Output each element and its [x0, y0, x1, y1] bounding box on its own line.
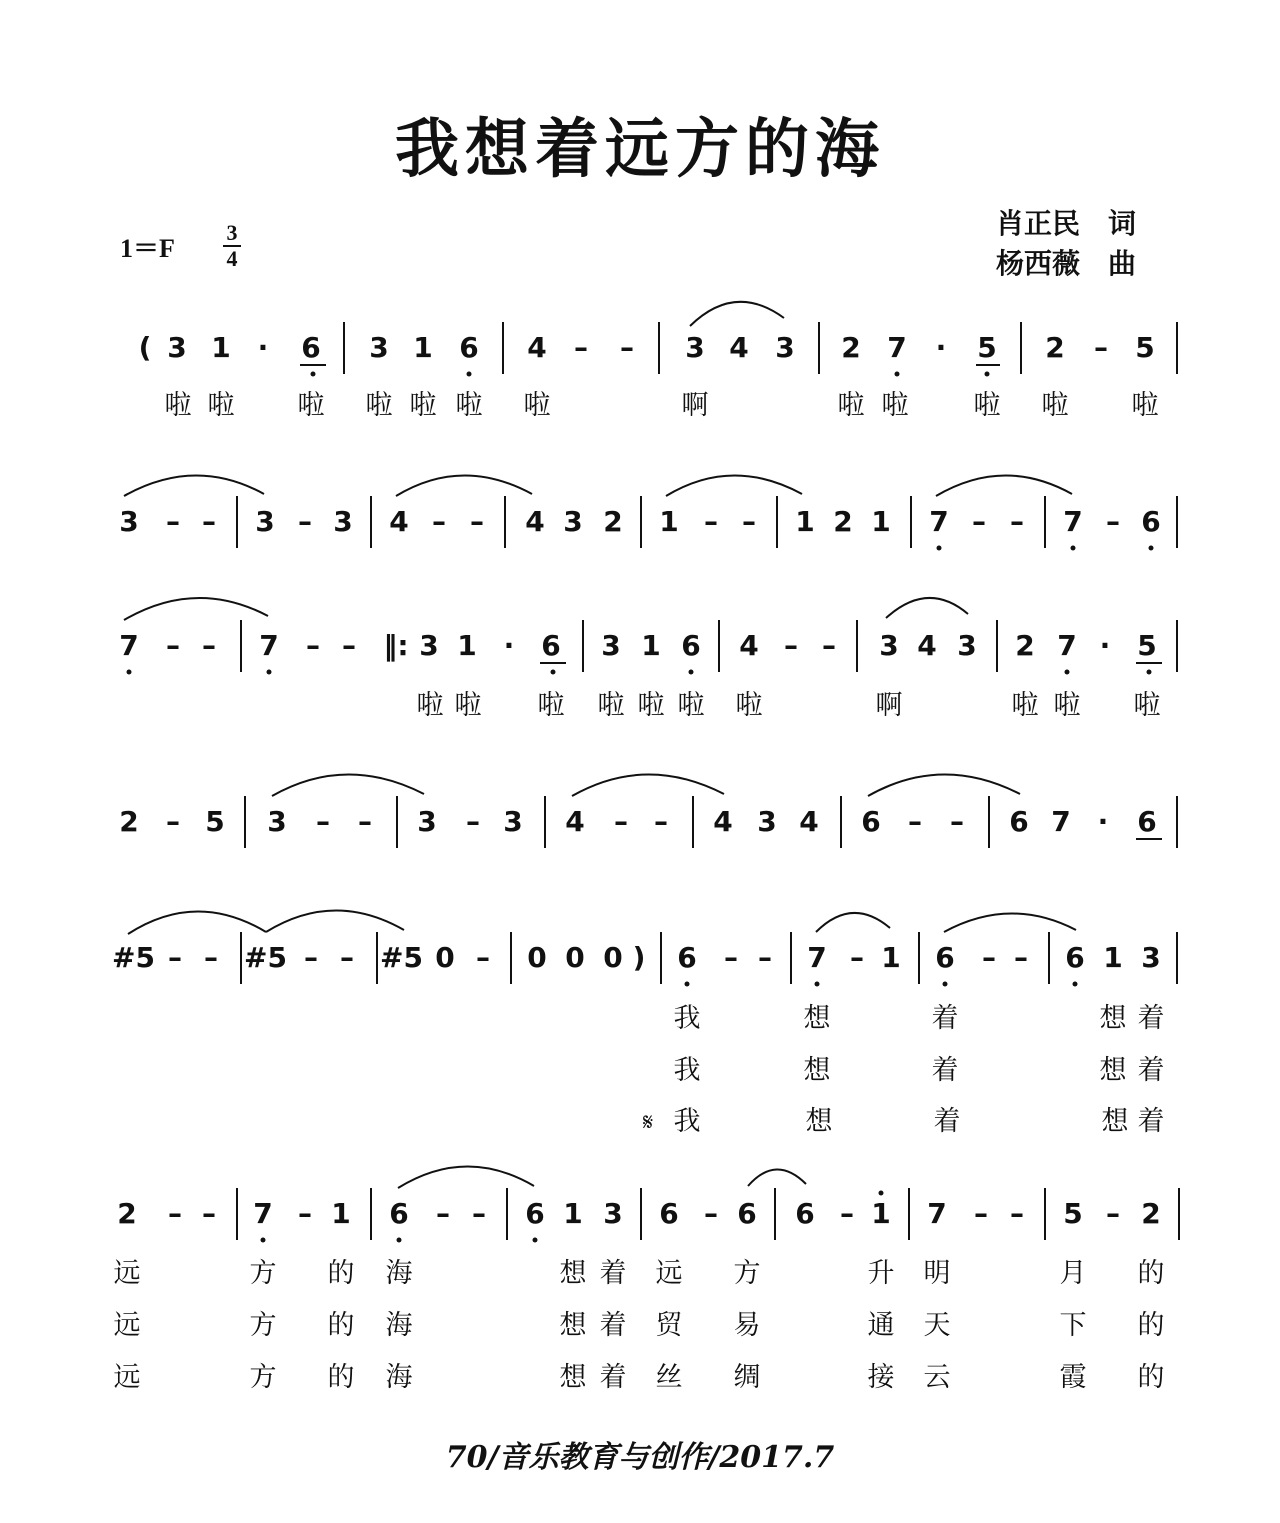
lyric: 丝 [655, 1362, 683, 1393]
note: 4 [739, 629, 759, 662]
note: 1 [211, 331, 231, 364]
note: – [950, 805, 964, 838]
lyric: 方 [249, 1362, 277, 1393]
barline [996, 620, 998, 672]
slur [572, 774, 724, 796]
note: 6 [935, 941, 955, 974]
lyric: 着 [1137, 1055, 1165, 1086]
barline [236, 1188, 238, 1240]
barline [1176, 932, 1178, 984]
note: 7 [929, 505, 949, 538]
lyric: 的 [327, 1310, 355, 1341]
barline [370, 496, 372, 548]
note: 5 [1063, 1197, 1083, 1230]
note: 3 [369, 331, 389, 364]
lyric: 想 [559, 1310, 587, 1341]
lyric: 通 [867, 1310, 895, 1341]
lyric: 啦 [297, 390, 325, 421]
slur [666, 475, 802, 496]
lyric: 啦 [537, 690, 565, 721]
barline [692, 796, 694, 848]
note: – [306, 629, 320, 662]
lyrics-line [0, 688, 1280, 724]
note: – [342, 629, 356, 662]
barline [658, 322, 660, 374]
note: – [840, 1197, 854, 1230]
note: 6 [541, 629, 561, 662]
note: – [614, 805, 628, 838]
lyric: 着 [933, 1106, 961, 1137]
note: – [574, 331, 588, 364]
note: 1 [795, 505, 815, 538]
barline [856, 620, 858, 672]
note: 2 [1141, 1197, 1161, 1230]
note: – [166, 805, 180, 838]
slur [886, 598, 968, 618]
note: 1 [563, 1197, 583, 1230]
lyric: 着 [599, 1310, 627, 1341]
lyric: 着 [1137, 1106, 1165, 1137]
lyric: 下 [1059, 1310, 1087, 1341]
note: – [1094, 331, 1108, 364]
lyric: 远 [655, 1258, 683, 1289]
note: 6 [389, 1197, 409, 1230]
lyric: 远 [113, 1362, 141, 1393]
note: 7 [1057, 629, 1077, 662]
lyric: 接 [867, 1362, 895, 1393]
barline [370, 1188, 372, 1240]
lyric: 啦 [881, 390, 909, 421]
note: 1 [331, 1197, 351, 1230]
lyric: 啦 [164, 390, 192, 421]
note: – [298, 505, 312, 538]
barline [776, 496, 778, 548]
lyric: 啦 [973, 390, 1001, 421]
note: – [358, 805, 372, 838]
note: 1 [641, 629, 661, 662]
barline [376, 932, 378, 984]
note: 2 [117, 1197, 137, 1230]
barline [660, 932, 662, 984]
lyric: 的 [1137, 1258, 1165, 1289]
note: 3 [333, 505, 353, 538]
lyric: 着 [931, 1055, 959, 1086]
note: 3 [685, 331, 705, 364]
note: 7 [119, 629, 139, 662]
barline [510, 932, 512, 984]
lyrics-verse-3 [0, 1104, 1280, 1140]
barline [1048, 932, 1050, 984]
lyric: 着 [599, 1362, 627, 1393]
note: 3 [775, 331, 795, 364]
barline [840, 796, 842, 848]
barline [244, 796, 246, 848]
lyric: 海 [385, 1310, 413, 1341]
note: 0 [527, 941, 547, 974]
note: 6 [301, 331, 321, 364]
notation-system-1 [0, 328, 1280, 368]
note: 5 [977, 331, 997, 364]
barline [1176, 322, 1178, 374]
lyric: 云 [923, 1362, 951, 1393]
note: 3 [879, 629, 899, 662]
note: 3 [601, 629, 621, 662]
lyrics-line [0, 388, 1280, 424]
slur [936, 475, 1072, 496]
notation-system-5 [0, 938, 1280, 978]
lyric: 的 [1137, 1310, 1165, 1341]
notation-system-6 [0, 1194, 1280, 1234]
note: 3 [419, 629, 439, 662]
note: 4 [527, 331, 547, 364]
lyricist-credit: 肖正民 词 [996, 207, 1137, 240]
song-title: 我想着远方的海 [395, 113, 885, 187]
notation-system-2 [0, 502, 1280, 542]
barline [396, 796, 398, 848]
lyrics-verse-1 [0, 1256, 1280, 1292]
barline [544, 796, 546, 848]
lyric: 啦 [677, 690, 705, 721]
note: – [704, 505, 718, 538]
barline [240, 620, 242, 672]
lyric: 的 [327, 1258, 355, 1289]
notation-system-3 [0, 626, 1280, 666]
lyric: 啦 [454, 690, 482, 721]
lyric: 想 [803, 1003, 831, 1034]
lyric: 啦 [735, 690, 763, 721]
lyric: 月 [1059, 1258, 1087, 1289]
note: – [476, 941, 490, 974]
lyric: 啦 [597, 690, 625, 721]
note: 1 [871, 505, 891, 538]
note: – [654, 805, 668, 838]
note: 7 [253, 1197, 273, 1230]
note: 6 [525, 1197, 545, 1230]
repeat-start-sign: ‖: [383, 629, 409, 662]
note: – [1010, 1197, 1024, 1230]
barline [236, 496, 238, 548]
lyrics-verse-2 [0, 1053, 1280, 1089]
note: · [257, 331, 269, 364]
lyric: 啦 [1131, 390, 1159, 421]
barline [774, 1188, 776, 1240]
slur [690, 302, 784, 326]
time-signature [218, 222, 246, 270]
note: – [620, 331, 634, 364]
note: 6 [677, 941, 697, 974]
lyric: 啦 [207, 390, 235, 421]
note: 4 [729, 331, 749, 364]
note: 2 [119, 805, 139, 838]
lyric: 易 [733, 1310, 761, 1341]
note: – [472, 1197, 486, 1230]
slur [398, 1166, 534, 1188]
note: · [1097, 805, 1109, 838]
note: #5 [112, 941, 155, 974]
note: – [1106, 1197, 1120, 1230]
lyric: 我 [673, 1055, 701, 1086]
lyric: 啦 [1133, 690, 1161, 721]
barline [910, 496, 912, 548]
note: – [432, 505, 446, 538]
note: 6 [681, 629, 701, 662]
slur [944, 913, 1076, 932]
barline [506, 1188, 508, 1240]
note: 1 [881, 941, 901, 974]
lyric: 我 [673, 1106, 701, 1137]
lyric: 我 [673, 1003, 701, 1034]
segno-sign: 𝄋 [642, 1108, 654, 1136]
barline [1044, 1188, 1046, 1240]
barline [908, 1188, 910, 1240]
note: 3 [255, 505, 275, 538]
lyric: 方 [249, 1310, 277, 1341]
note: – [202, 1197, 216, 1230]
lyric: 想 [1099, 1055, 1127, 1086]
barline [1176, 496, 1178, 548]
note: 7 [1063, 505, 1083, 538]
note: 0 [565, 941, 585, 974]
note: · [935, 331, 947, 364]
note: 6 [1137, 805, 1157, 838]
note: 3 [267, 805, 287, 838]
lyric: 啊 [681, 390, 709, 421]
key-signature: 1＝F [120, 234, 175, 263]
barline [1020, 322, 1022, 374]
lyric: 啦 [1011, 690, 1039, 721]
lyric: 想 [803, 1055, 831, 1086]
note: 1 [871, 1197, 891, 1230]
note: 7 [259, 629, 279, 662]
note: 3 [417, 805, 437, 838]
slur [266, 910, 404, 932]
note: 6 [737, 1197, 757, 1230]
time-signature-bottom: 4 [226, 246, 238, 271]
note: – [202, 629, 216, 662]
barline [504, 496, 506, 548]
lyric: 啦 [523, 390, 551, 421]
time-signature-top: 3 [226, 220, 238, 245]
note: – [304, 941, 318, 974]
note: 2 [1015, 629, 1035, 662]
lyric: 贸 [655, 1310, 683, 1341]
note: 6 [459, 331, 479, 364]
barline [790, 932, 792, 984]
note: 3 [603, 1197, 623, 1230]
close-paren: ) [632, 941, 646, 974]
note: 4 [713, 805, 733, 838]
note: – [1014, 941, 1028, 974]
lyric: 啦 [637, 690, 665, 721]
slur [128, 911, 266, 934]
lyric: 啦 [1041, 390, 1069, 421]
note: 2 [841, 331, 861, 364]
note: 1 [1103, 941, 1123, 974]
note: – [1010, 505, 1024, 538]
lyric: 海 [385, 1362, 413, 1393]
lyric: 想 [805, 1106, 833, 1137]
lyric: 远 [113, 1258, 141, 1289]
note: 3 [503, 805, 523, 838]
slur [748, 1169, 806, 1186]
lyric: 天 [923, 1310, 951, 1341]
page-footer: 70/音乐教育与创作/2017.7 [445, 1440, 835, 1475]
note: 3 [957, 629, 977, 662]
note: #5 [380, 941, 423, 974]
slur [868, 774, 1020, 796]
note: – [758, 941, 772, 974]
lyric: 的 [1137, 1362, 1165, 1393]
note: – [822, 629, 836, 662]
note: #5 [244, 941, 287, 974]
note: · [503, 629, 515, 662]
barline [1178, 1188, 1180, 1240]
note: 3 [757, 805, 777, 838]
lyric: 霞 [1059, 1362, 1087, 1393]
note: 3 [167, 331, 187, 364]
barline [1176, 620, 1178, 672]
lyric: 啦 [416, 690, 444, 721]
note: – [784, 629, 798, 662]
note: – [974, 1197, 988, 1230]
note: – [982, 941, 996, 974]
note: 3 [563, 505, 583, 538]
lyric: 啦 [365, 390, 393, 421]
note: – [168, 1197, 182, 1230]
lyric: 想 [559, 1258, 587, 1289]
note: 5 [1135, 331, 1155, 364]
lyric: 想 [1101, 1106, 1129, 1137]
lyric: 远 [113, 1310, 141, 1341]
barline [240, 932, 242, 984]
note: 1 [413, 331, 433, 364]
barline [718, 620, 720, 672]
lyrics-verse-1 [0, 1001, 1280, 1037]
note: 2 [1045, 331, 1065, 364]
lyric: 海 [385, 1258, 413, 1289]
lyric: 啦 [837, 390, 865, 421]
note: 5 [1137, 629, 1157, 662]
lyric: 方 [249, 1258, 277, 1289]
note: – [742, 505, 756, 538]
lyric: 升 [867, 1258, 895, 1289]
slur [124, 475, 264, 496]
note: – [436, 1197, 450, 1230]
note: 1 [659, 505, 679, 538]
note: 4 [799, 805, 819, 838]
barline [343, 322, 345, 374]
note: 7 [807, 941, 827, 974]
note: 2 [833, 505, 853, 538]
note: 1 [457, 629, 477, 662]
composer-credit: 杨西薇 曲 [996, 247, 1137, 280]
note: – [168, 941, 182, 974]
note: 6 [1141, 505, 1161, 538]
note: ( [138, 331, 152, 364]
lyric: 着 [931, 1003, 959, 1034]
note: 5 [205, 805, 225, 838]
note: – [470, 505, 484, 538]
lyric: 着 [1137, 1003, 1165, 1034]
barline [1044, 496, 1046, 548]
note: 4 [565, 805, 585, 838]
note: 6 [1009, 805, 1029, 838]
note: 4 [917, 629, 937, 662]
lyrics-verse-2 [0, 1308, 1280, 1344]
note: – [316, 805, 330, 838]
barline [818, 322, 820, 374]
lyric: 绸 [733, 1362, 761, 1393]
lyric: 明 [923, 1258, 951, 1289]
note: – [972, 505, 986, 538]
note: 0 [603, 941, 623, 974]
note: – [340, 941, 354, 974]
note: 0 [435, 941, 455, 974]
barline [988, 796, 990, 848]
barline [918, 932, 920, 984]
barline [502, 322, 504, 374]
note: 7 [887, 331, 907, 364]
barline [640, 496, 642, 548]
lyric: 的 [327, 1362, 355, 1393]
lyric: 啦 [1053, 690, 1081, 721]
note: 4 [525, 505, 545, 538]
note: – [166, 505, 180, 538]
note: – [850, 941, 864, 974]
lyric: 啦 [409, 390, 437, 421]
note: 3 [119, 505, 139, 538]
note: – [724, 941, 738, 974]
note: 3 [1141, 941, 1161, 974]
lyrics-verse-3 [0, 1360, 1280, 1396]
note: 2 [603, 505, 623, 538]
lyric: 想 [1099, 1003, 1127, 1034]
slur [396, 475, 532, 496]
note: – [466, 805, 480, 838]
note: 4 [389, 505, 409, 538]
note: – [204, 941, 218, 974]
note: 6 [795, 1197, 815, 1230]
lyric: 啊 [875, 690, 903, 721]
note: · [1099, 629, 1111, 662]
note: 7 [1051, 805, 1071, 838]
note: – [202, 505, 216, 538]
note: – [1106, 505, 1120, 538]
lyric: 着 [599, 1258, 627, 1289]
barline [582, 620, 584, 672]
note: 6 [861, 805, 881, 838]
note: 7 [927, 1197, 947, 1230]
lyric: 想 [559, 1362, 587, 1393]
note: – [704, 1197, 718, 1230]
note: – [166, 629, 180, 662]
note: – [908, 805, 922, 838]
notation-system-4 [0, 802, 1280, 842]
lyric: 啦 [455, 390, 483, 421]
slur [272, 774, 424, 796]
note: 6 [659, 1197, 679, 1230]
note: – [298, 1197, 312, 1230]
lyric: 方 [733, 1258, 761, 1289]
slur [816, 913, 890, 932]
barline [640, 1188, 642, 1240]
note: 6 [1065, 941, 1085, 974]
slur [124, 598, 268, 620]
barline [1176, 796, 1178, 848]
